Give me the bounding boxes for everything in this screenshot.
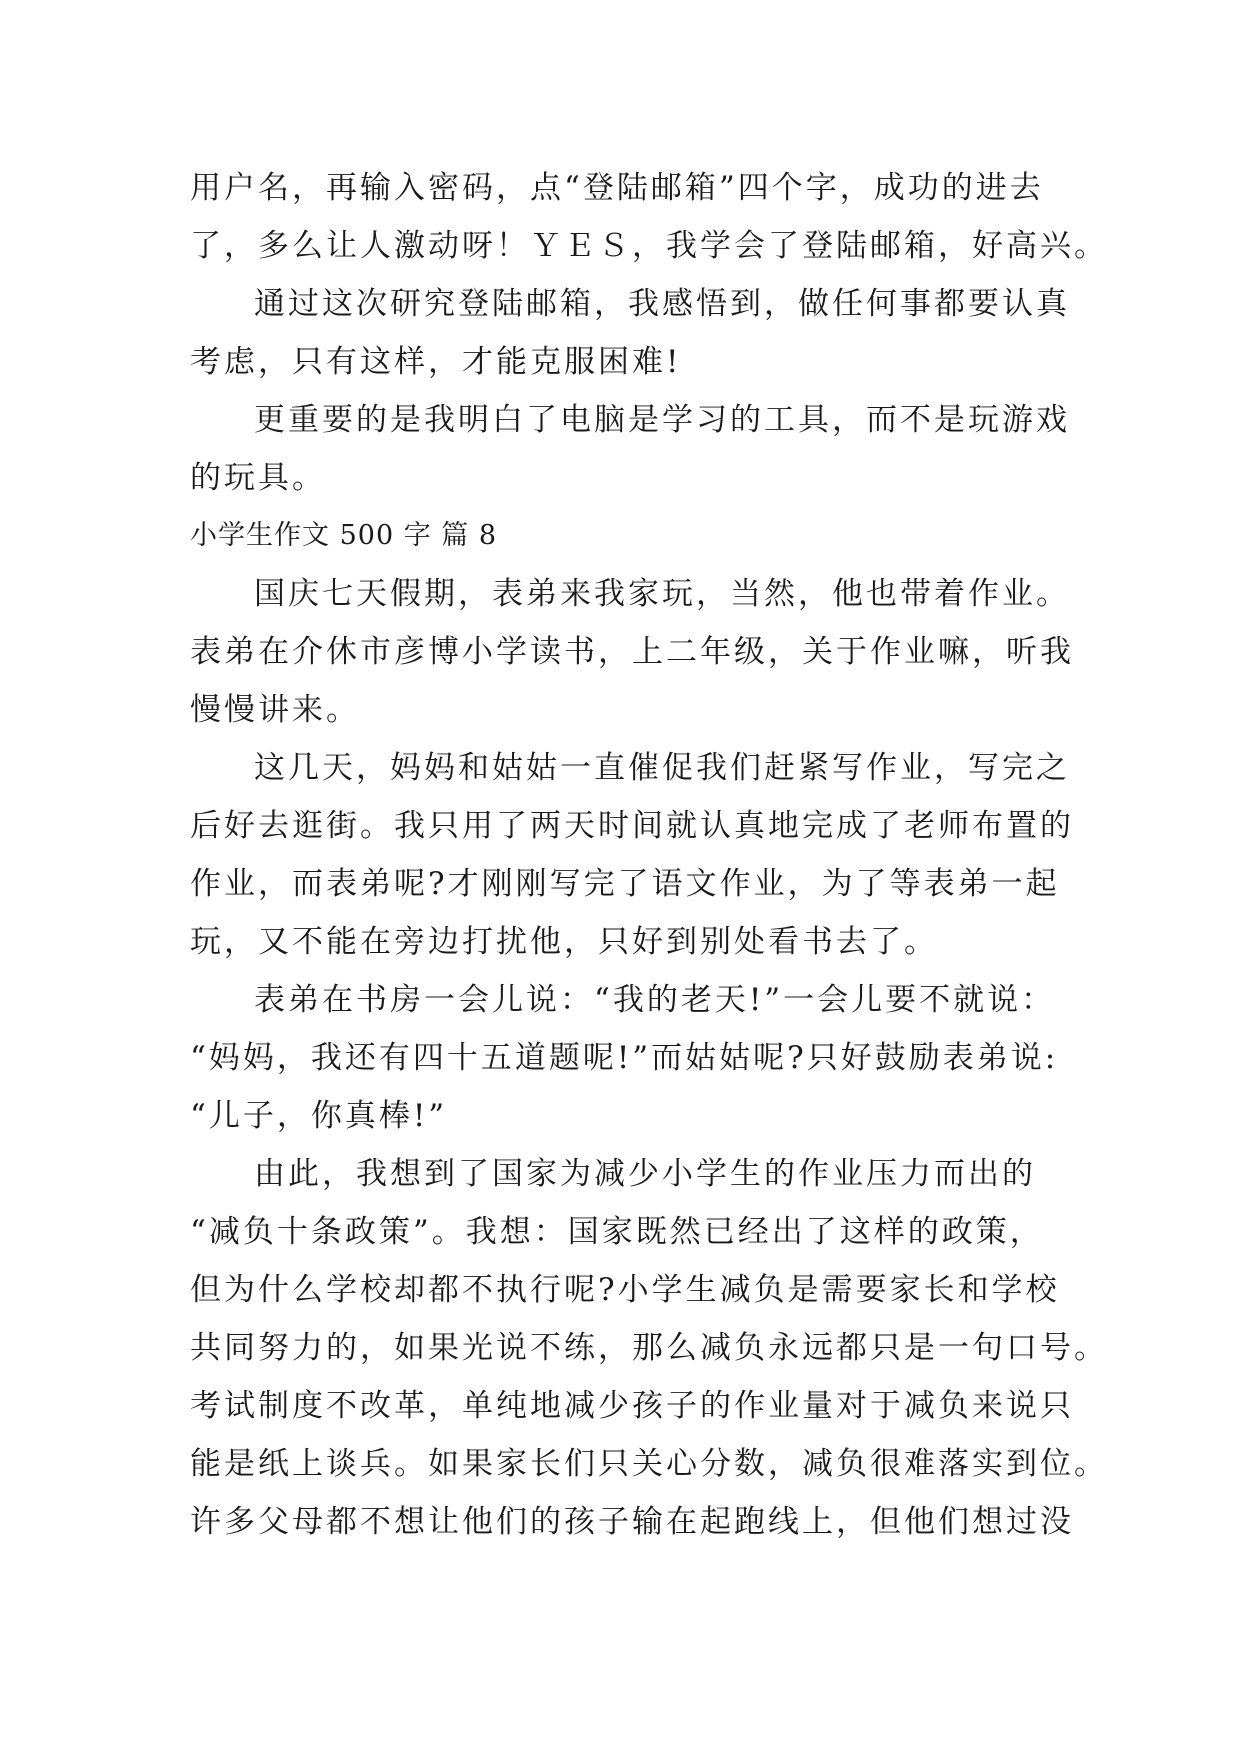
text-line: 许多父母都不想让他们的孩子输在起跑线上，但他们想过没 bbox=[190, 1504, 1074, 1540]
text-line: “减负十条政策”。我想：国家既然已经出了这样的政策， bbox=[190, 1214, 1044, 1250]
text-line: 考试制度不改革，单纯地减少孩子的作业量对于减负来说只 bbox=[190, 1388, 1074, 1424]
text-line: 作业，而表弟呢?才刚刚写完了语文作业，为了等表弟一起 bbox=[190, 866, 1060, 902]
text-line: 的玩具。 bbox=[190, 460, 326, 496]
paragraph-start: 表弟在书房一会儿说：“我的老天!”一会儿要不就说： bbox=[254, 982, 1056, 1018]
text-line: 了，多么让人激动呀！ＹＥＳ，我学会了登陆邮箱，好高兴。 bbox=[190, 228, 1108, 264]
text-line: 慢慢讲来。 bbox=[190, 692, 360, 728]
text-line: 能是纸上谈兵。如果家长们只关心分数，减负很难落实到位。 bbox=[190, 1446, 1108, 1482]
paragraph-start: 更重要的是我明白了电脑是学习的工具，而不是玩游戏 bbox=[254, 402, 1070, 438]
paragraph-start: 由此，我想到了国家为减少小学生的作业压力而出的 bbox=[254, 1156, 1036, 1192]
text-line: 玩，又不能在旁边打扰他，只好到别处看书去了。 bbox=[190, 924, 938, 960]
text-line: 但为什么学校却都不执行呢?小学生减负是需要家长和学校 bbox=[190, 1272, 1060, 1308]
text-line: 共同努力的，如果光说不练，那么减负永远都只是一句口号。 bbox=[190, 1330, 1108, 1366]
paragraph-start: 国庆七天假期，表弟来我家玩，当然，他也带着作业。 bbox=[254, 576, 1070, 612]
text-line: 考虑，只有这样，才能克服困难! bbox=[190, 344, 682, 380]
section-heading: 小学生作文 500 字 篇 8 bbox=[190, 520, 498, 551]
paragraph-start: 通过这次研究登陆邮箱，我感悟到，做任何事都要认真 bbox=[254, 286, 1070, 322]
text-line: “儿子，你真棒!” bbox=[190, 1098, 448, 1134]
paragraph-start: 这几天，妈妈和姑姑一直催促我们赶紧写作业，写完之 bbox=[254, 750, 1070, 786]
text-line: 用户名，再输入密码，点“登陆邮箱”四个字，成功的进去 bbox=[190, 170, 1044, 206]
text-line: 后好去逛街。我只用了两天时间就认真地完成了老师布置的 bbox=[190, 808, 1074, 844]
text-line: “妈妈，我还有四十五道题呢!”而姑姑呢?只好鼓励表弟说: bbox=[190, 1040, 1059, 1076]
text-line: 表弟在介休市彦博小学读书，上二年级，关于作业嘛，听我 bbox=[190, 634, 1074, 670]
